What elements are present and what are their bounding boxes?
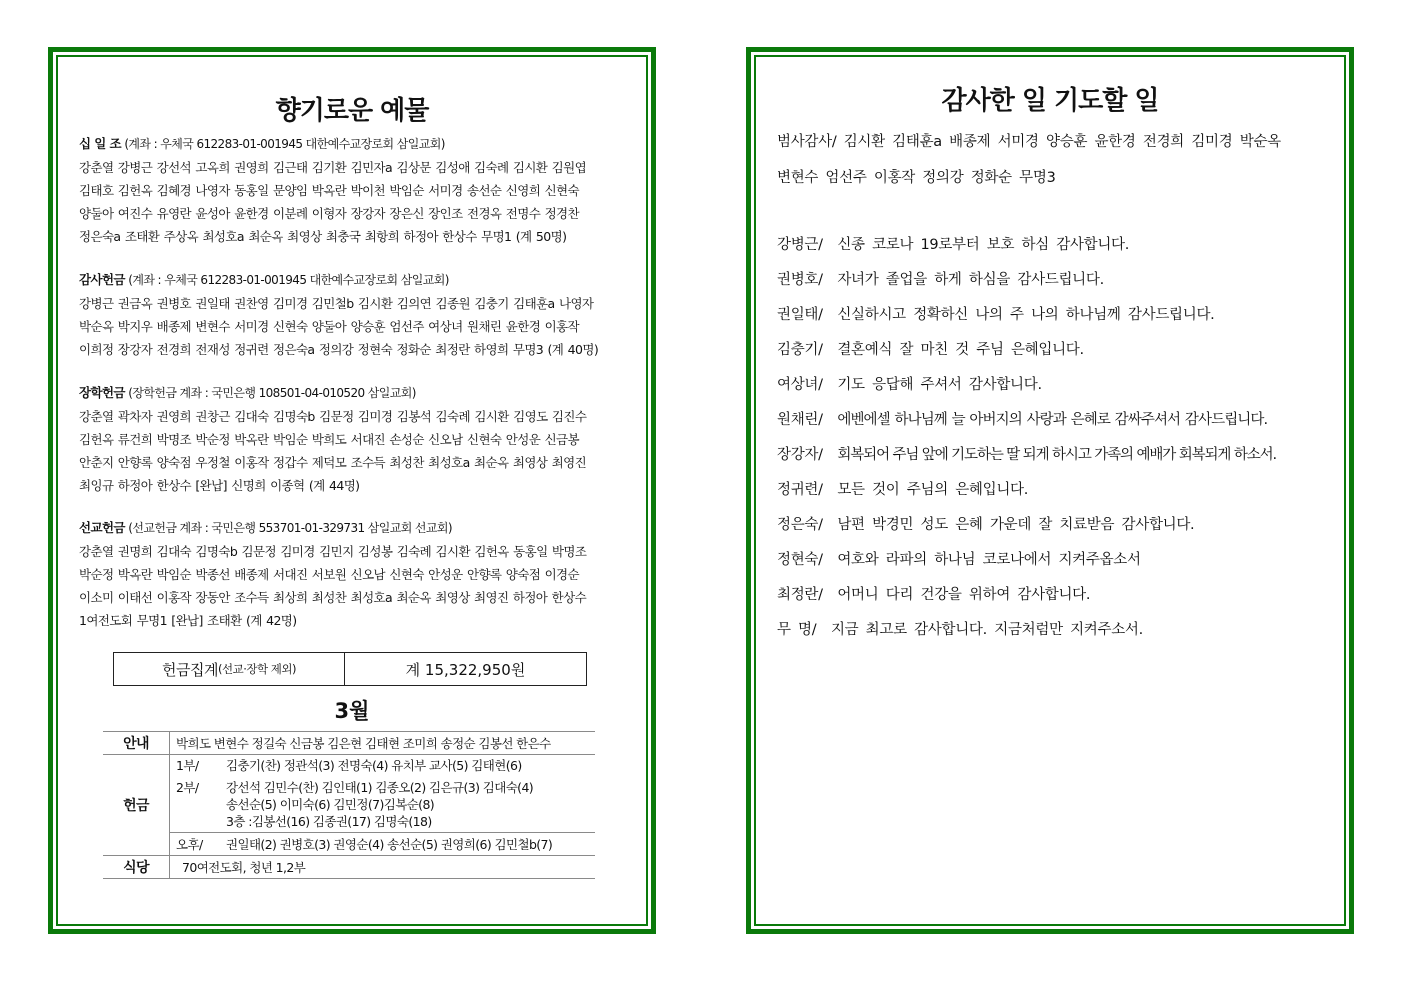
entry-name: 정현숙/ bbox=[777, 552, 823, 568]
cafeteria-label: 식당 bbox=[103, 856, 170, 879]
name-line: 1여전도회 무명1 [완납] 조태환 (계 42명) bbox=[79, 613, 297, 628]
entry-text: 남편 박경민 성도 은혜 가운데 잘 치료받음 감사합니다. bbox=[837, 517, 1195, 533]
entry-text: 어머니 다리 건강을 위하여 감사합니다. bbox=[837, 587, 1091, 603]
entry-text: 기도 응답해 주셔서 감사합니다. bbox=[837, 377, 1042, 393]
month-heading: 3월 bbox=[334, 699, 370, 723]
name-line: 박순정 박옥란 박임순 박종선 배종제 서대진 서보원 신오남 신현숙 안성운 안향록 양숙점 이경순 bbox=[79, 567, 580, 582]
prayer-entry bbox=[777, 408, 1337, 429]
prayer-entry bbox=[777, 233, 1337, 254]
service-key: 2부/ bbox=[176, 780, 199, 795]
prayer-entry bbox=[777, 303, 1337, 324]
entry-name: 장강자/ bbox=[777, 447, 823, 463]
entry-text: 에벤에셀 하나님께 늘 아버지의 사랑과 은혜로 감싸주셔서 감사드립니다. bbox=[837, 412, 1268, 428]
name-line: 김헌옥 류건희 박명조 박순정 박옥란 박임순 박희도 서대진 손성순 신오남 신현숙 안성운 신금봉 bbox=[79, 432, 580, 447]
prayer-entry bbox=[777, 443, 1337, 464]
page-title: 감사한 일 기도할 일 bbox=[941, 86, 1159, 116]
total-note: (선교·장학 제외) bbox=[218, 662, 296, 676]
entry-name: 권병호/ bbox=[777, 272, 823, 288]
prayer-entry bbox=[777, 513, 1337, 534]
section-label: 선교헌금 bbox=[79, 520, 125, 535]
entry-text: 여호와 라파의 하나님 코로나에서 지켜주옵소서 bbox=[837, 552, 1141, 568]
guide-value: 박희도 변현수 정길숙 신금봉 김은현 김태현 조미희 송정순 김봉선 한은수 bbox=[170, 732, 596, 755]
account-info: (계좌 : 우체국 612283-01-001945 대한예수교장로회 삼일교회) bbox=[124, 137, 445, 151]
service-2-line bbox=[176, 779, 595, 830]
account-info: (선교헌금 계좌 : 국민은행 553701-01-329731 삼일교회 선교회) bbox=[128, 521, 452, 535]
entry-name: 김충기/ bbox=[777, 342, 823, 358]
name-line: 정은숙a 조태환 주상옥 최성호a 최순옥 최영상 최충국 최항희 하정아 한상수 무명1 (계 50명) bbox=[79, 229, 567, 244]
thanksgiving-section bbox=[79, 268, 599, 361]
prayer-entry bbox=[777, 618, 1337, 639]
total-label-cell bbox=[114, 653, 345, 685]
prayer-entry bbox=[777, 373, 1337, 394]
account-info: (계좌 : 우체국 612283-01-001945 대한예수교장로회 삼일교회) bbox=[128, 273, 449, 287]
entry-name: 정은숙/ bbox=[777, 517, 823, 533]
prayer-entry bbox=[777, 338, 1337, 359]
prayer-entry bbox=[777, 268, 1337, 289]
entry-name: 무 명/ bbox=[777, 622, 817, 638]
service-names: 3층 :김봉선(16) 김종권(17) 김명숙(18) bbox=[226, 814, 432, 829]
name-line: 이소미 이태선 이홍작 장동안 조수득 최상희 최성찬 최성호a 최순옥 최영상 최영진 하정아 한상수 bbox=[79, 590, 587, 605]
prayer-entry bbox=[777, 478, 1337, 499]
entry-name: 여상녀/ bbox=[777, 377, 823, 393]
name-line: 강춘열 권명희 김대숙 김명숙b 김문정 김미경 김민지 김성봉 김숙례 김시환 김헌옥 동홍일 박명조 bbox=[79, 544, 587, 559]
table-row bbox=[103, 755, 595, 833]
section-label: 감사헌금 bbox=[79, 272, 125, 287]
entry-text: 모든 것이 주님의 은혜입니다. bbox=[837, 482, 1029, 498]
offering-total-box bbox=[113, 652, 587, 686]
general-thanks-line: 범사감사/ 김시환 김태훈a 배종제 서미경 양승훈 윤한경 전경희 김미경 박순옥 bbox=[777, 134, 1281, 150]
entry-text: 자녀가 졸업을 하게 하심을 감사드립니다. bbox=[837, 272, 1104, 288]
page-title: 향기로운 예물 bbox=[275, 96, 429, 126]
section-label: 장학헌금 bbox=[79, 385, 125, 400]
entry-text: 신실하시고 정확하신 나의 주 나의 하나님께 감사드립니다. bbox=[837, 307, 1215, 323]
name-line: 양둘아 여진수 유영란 윤성아 윤한경 이분례 이형자 장강자 장은신 장인조 전경옥 전명수 정경찬 bbox=[79, 206, 580, 221]
table-row bbox=[103, 833, 595, 856]
guide-label: 안내 bbox=[103, 732, 170, 755]
offering-afternoon-cell bbox=[170, 833, 596, 856]
scholarship-section bbox=[79, 381, 599, 497]
service-names: 강선석 김민수(찬) 김인태(1) 김종오(2) 김은규(3) 김대숙(4) bbox=[226, 780, 534, 795]
name-line: 강춘열 강병근 강선석 고옥희 권영희 김근태 김기환 김민자a 김상문 김성애 김숙례 김시환 김원엽 bbox=[79, 160, 587, 175]
entry-name: 원채린/ bbox=[777, 412, 823, 428]
offering-morning-cell bbox=[170, 755, 596, 833]
prayer-entry bbox=[777, 583, 1337, 604]
entry-text: 결혼예식 잘 마친 것 주님 은혜입니다. bbox=[837, 342, 1084, 358]
name-line: 김태호 김헌옥 김혜경 나영자 동홍일 문양임 박옥란 박이천 박임순 서미경 송선순 신영희 신현숙 bbox=[79, 183, 580, 198]
table-row bbox=[103, 732, 595, 755]
offering-label: 헌금 bbox=[103, 755, 170, 856]
tithe-section bbox=[79, 132, 599, 248]
name-line: 안춘지 안향록 양숙점 우정철 이홍작 정갑수 제덕모 조수득 최성찬 최성호a 최순옥 최영상 최영진 bbox=[79, 455, 587, 470]
service-1-line bbox=[176, 757, 595, 774]
service-key: 1부/ bbox=[176, 758, 199, 773]
thanks-prayer-page bbox=[746, 47, 1354, 934]
name-line: 강병근 권금옥 권병호 권일태 권찬영 김미경 김민철b 김시환 김의연 김종원 김충기 김태훈a 나영자 bbox=[79, 296, 594, 311]
mission-section bbox=[79, 516, 599, 632]
general-thanks-line: 변현수 엄선주 이홍작 정의강 정화순 무명3 bbox=[777, 170, 1056, 186]
duty-schedule-table bbox=[103, 731, 595, 879]
section-label: 십 일 조 bbox=[79, 136, 121, 151]
entry-text: 회복되어 주님 앞에 기도하는 딸 되게 하시고 가족의 예배가 회복되게 하소서. bbox=[837, 447, 1277, 463]
entry-name: 정귀련/ bbox=[777, 482, 823, 498]
cafeteria-value: 70여전도회, 청년 1,2부 bbox=[170, 856, 596, 879]
prayer-entry bbox=[777, 548, 1337, 569]
name-line: 최잉규 하정아 한상수 [완납] 신명희 이종혁 (계 44명) bbox=[79, 478, 360, 493]
name-line: 박순옥 박지우 배종제 변현수 서미경 신현숙 양둘아 양승훈 엄선주 여상녀 원채린 윤한경 이홍작 bbox=[79, 319, 580, 334]
entry-text: 지금 최고로 감사합니다. 지금처럼만 지켜주소서. bbox=[830, 622, 1143, 638]
table-row bbox=[103, 856, 595, 879]
offerings-page bbox=[48, 47, 656, 934]
total-value: 계 15,322,950원 bbox=[405, 660, 526, 679]
name-line: 이희정 장강자 전경희 전재성 정귀련 정은숙a 정의강 정현숙 정화순 최정란 하영희 무명3 (계 40명) bbox=[79, 342, 599, 357]
service-names: 김충기(찬) 정관석(3) 전명숙(4) 유치부 교사(5) 김태현(6) bbox=[226, 758, 522, 773]
entry-text: 신종 코로나 19로부터 보호 하심 감사합니다. bbox=[837, 237, 1130, 253]
service-names: 송선순(5) 이미숙(6) 김민정(7)김복순(8) bbox=[226, 797, 435, 812]
name-line: 강춘열 곽차자 권영희 권창근 김대숙 김명숙b 김문정 김미경 김봉석 김숙례 김시환 김영도 김진수 bbox=[79, 409, 587, 424]
entry-name: 최정란/ bbox=[777, 587, 823, 603]
service-names: 권일태(2) 권병호(3) 권영순(4) 송선순(5) 권영희(6) 김민철b(7) bbox=[226, 836, 553, 852]
account-info: (장학헌금 계좌 : 국민은행 108501-04-010520 삼일교회) bbox=[128, 386, 416, 400]
total-label: 헌금집계 bbox=[162, 660, 219, 679]
entry-name: 강병근/ bbox=[777, 237, 823, 253]
service-key: 오후/ bbox=[176, 836, 203, 852]
entry-name: 권일태/ bbox=[777, 307, 823, 323]
